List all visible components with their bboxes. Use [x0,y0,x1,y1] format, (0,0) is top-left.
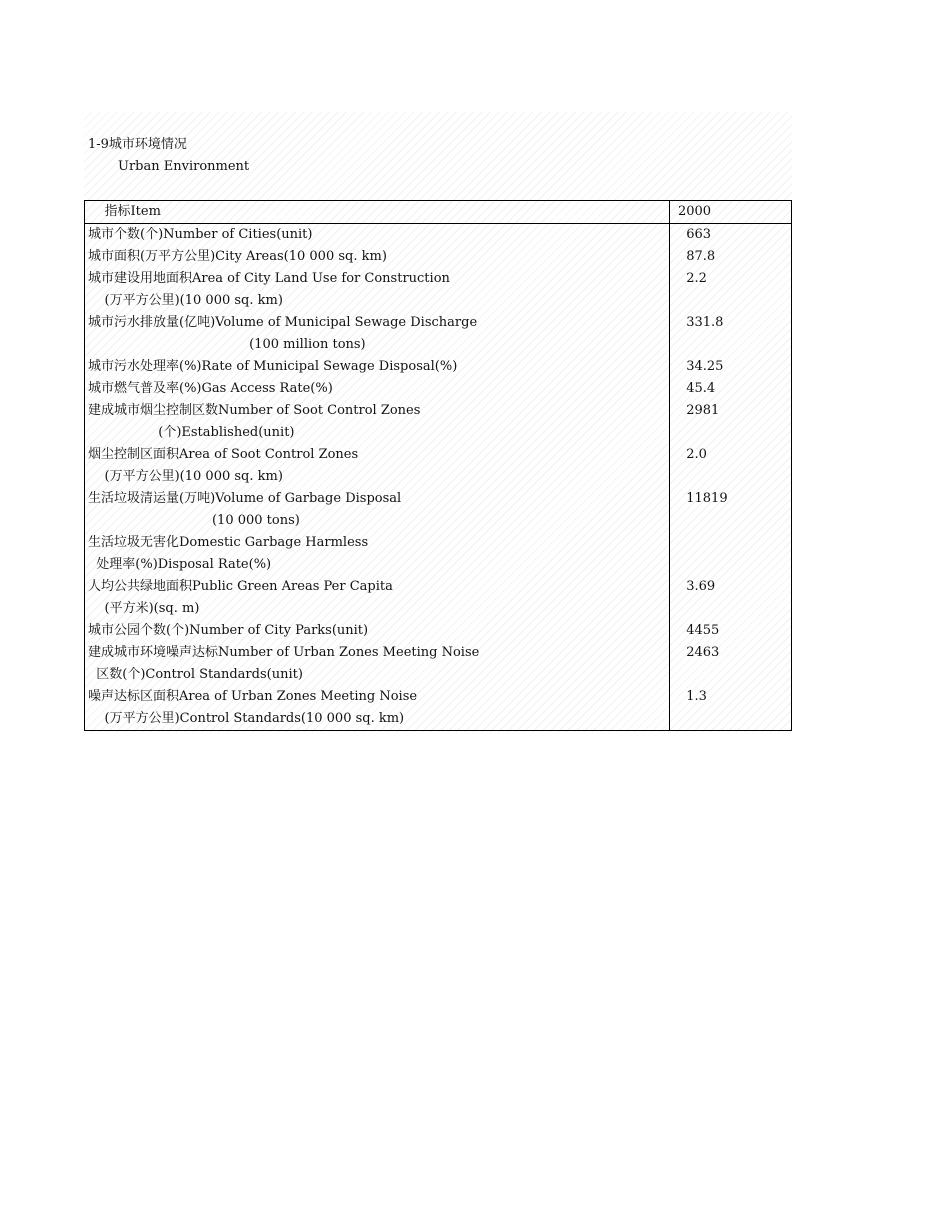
header-year-cell[interactable]: 2000 [673,204,712,219]
item-cell[interactable]: 区数(个)Control Standards(unit) [85,664,670,686]
table-row [85,378,791,400]
item-cell[interactable]: 人均公共绿地面积Public Green Areas Per Capita [85,576,670,598]
value-cell[interactable]: 34.25 [673,359,724,374]
value-cell[interactable]: 2.0 [673,447,707,462]
item-cell[interactable]: 城市污水排放量(亿吨)Volume of Municipal Sewage Discharge [85,312,670,334]
value-cell[interactable] [670,664,791,686]
value-cell[interactable]: 3.69 [673,579,716,594]
table-row [85,422,791,444]
item-cell[interactable]: 城市建设用地面积Area of City Land Use for Construction [85,268,670,290]
item-cell[interactable]: (100 million tons) [85,334,670,356]
value-cell[interactable]: 2463 [673,645,720,660]
value-cell[interactable] [670,598,791,620]
value-cell[interactable] [670,334,791,356]
table-row [85,708,791,730]
table-row [85,642,791,664]
header-item-cell[interactable]: 指标Item [85,201,670,223]
item-cell[interactable]: (万平方公里)(10 000 sq. km) [85,466,670,488]
page-title: 1-9城市环境情况 [88,137,187,152]
table-row [85,334,791,356]
item-cell[interactable]: (个)Established(unit) [85,422,670,444]
table-header-row [85,201,791,224]
item-cell[interactable]: (10 000 tons) [85,510,670,532]
value-cell[interactable] [670,422,791,444]
value-cell[interactable]: 4455 [673,623,720,638]
item-cell[interactable]: (万平方公里)(10 000 sq. km) [85,290,670,312]
item-cell[interactable]: (万平方公里)Control Standards(10 000 sq. km) [85,708,670,730]
value-cell[interactable]: 45.4 [673,381,716,396]
item-cell[interactable]: 城市污水处理率(%)Rate of Municipal Sewage Disposal(%) [85,356,670,378]
table-row [85,532,791,554]
table-row [85,224,791,246]
item-cell[interactable]: 噪声达标区面积Area of Urban Zones Meeting Noise [85,686,670,708]
item-cell[interactable]: 建成城市烟尘控制区数Number of Soot Control Zones [85,400,670,422]
value-cell[interactable] [670,466,791,488]
item-cell[interactable]: 城市个数(个)Number of Cities(unit) [85,224,670,246]
item-cell[interactable]: 城市燃气普及率(%)Gas Access Rate(%) [85,378,670,400]
item-cell[interactable]: 城市公园个数(个)Number of City Parks(unit) [85,620,670,642]
value-cell[interactable]: 2.2 [673,271,707,286]
table-row [85,268,791,290]
table-row [85,576,791,598]
value-cell[interactable]: 2981 [673,403,720,418]
table-row [85,312,791,334]
table-row [85,466,791,488]
item-cell[interactable]: 生活垃圾无害化Domestic Garbage Harmless [85,532,670,554]
table-row [85,510,791,532]
value-cell[interactable] [670,554,791,576]
table-row [85,554,791,576]
page-subtitle: Urban Environment [118,159,250,174]
value-cell[interactable]: 1.3 [673,689,707,704]
value-cell[interactable]: 331.8 [673,315,724,330]
item-cell[interactable]: 建成城市环境噪声达标Number of Urban Zones Meeting Noise [85,642,670,664]
value-cell[interactable] [670,290,791,312]
table-row [85,290,791,312]
table-row [85,400,791,422]
item-cell[interactable]: 城市面积(万平方公里)City Areas(10 000 sq. km) [85,246,670,268]
value-cell[interactable] [670,708,791,730]
table-row [85,444,791,466]
value-cell[interactable]: 663 [673,227,712,242]
value-cell[interactable]: 11819 [673,491,728,506]
item-cell[interactable]: 处理率(%)Disposal Rate(%) [85,554,670,576]
table-row [85,488,791,510]
value-cell[interactable]: 87.8 [673,249,716,264]
table-row [85,246,791,268]
value-cell[interactable] [670,510,791,532]
table-row [85,686,791,708]
value-cell[interactable] [670,532,791,554]
spreadsheet-area [84,112,792,732]
table-row [85,598,791,620]
item-cell[interactable]: 生活垃圾清运量(万吨)Volume of Garbage Disposal [85,488,670,510]
table-body [85,224,791,730]
title-band [84,112,792,198]
table-row [85,620,791,642]
data-table [84,200,792,731]
item-cell[interactable]: 烟尘控制区面积Area of Soot Control Zones [85,444,670,466]
table-row [85,664,791,686]
item-cell[interactable]: (平方米)(sq. m) [85,598,670,620]
table-row [85,356,791,378]
